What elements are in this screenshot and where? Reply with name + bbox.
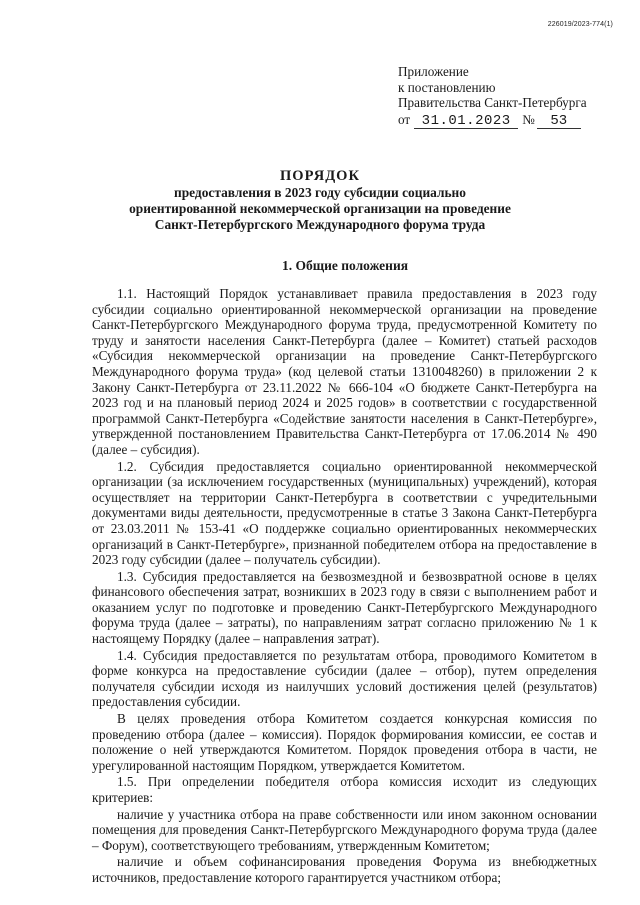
title-line-2: ориентированной некоммерческой организации на проведение bbox=[129, 201, 511, 216]
handwritten-number: 53 bbox=[537, 114, 581, 129]
registration-number: 226019/2023-774(1) bbox=[547, 21, 613, 28]
title-main: ПОРЯДОК bbox=[280, 168, 360, 184]
date-prefix: от bbox=[398, 111, 411, 127]
appendix-line-2: к постановлению bbox=[398, 79, 496, 95]
appendix-header bbox=[398, 64, 587, 129]
paragraph-1-2: 1.2. Субсидия предоставляется социально ориентированной некоммерческой организации (за исключением государственных (муниципальных) учреждений), которая осуществляет на территории Санкт-Петербурга в соответствии с учредительными документами виды деятельности, предусмотренные в статье 3 Закона Санкт-Петербурга от 23.03.2011 № 153-41 «О поддержке социально ориентированных некоммерческих организаций в Санкт-Петербурге», признанной победителем отбора на предоставление в 2023 году субсидии (далее – получатель субсидии). bbox=[92, 458, 597, 568]
paragraph-commission: В целях проведения отбора Комитетом создается конкурсная комиссия по проведению отбора (далее – комиссия). Порядок формирования комиссии, ее состав и положение о ней утверждаются Комитетом. Порядок проведения отбора в части, не урегулированной настоящим Порядком, утверждается Комитетом. bbox=[92, 711, 597, 773]
document-body bbox=[92, 286, 597, 886]
document-title bbox=[60, 168, 580, 233]
appendix-line-3: Правительства Санкт-Петербурга bbox=[398, 95, 587, 110]
number-sign: № bbox=[522, 111, 535, 127]
section-heading: 1. Общие положения bbox=[281, 258, 409, 273]
paragraph-1-1: 1.1. Настоящий Порядок устанавливает правила предоставления в 2023 году субсидии социально ориентированной некоммерческой организации на проведение Санкт-Петербургского Международного форума труда, предусмотренной Комитету по труду и занятости населения Санкт-Петербурга (далее – Комитет) статьей расходов «Субсидия некоммерческой организации на проведение Санкт-Петербургского Международного форума труда» (код целевой статьи 1310048260) в приложении 2 к Закону Санкт-Петербурга от 23.11.2022 № 666-104 «О бюджете Санкт-Петербурга на 2023 год и на плановый период 2024 и 2025 годов» в соответствии с государственной программой Санкт-Петербурга «Содействие занятости населения в Санкт-Петербурге», утвержденной постановлением Правительства Санкт-Петербурга от 17.06.2014 № 490 (далее – субсидия). bbox=[92, 286, 597, 457]
title-line-1: предоставления в 2023 году субсидии социально bbox=[174, 185, 466, 200]
paragraph-1-4: 1.4. Субсидия предоставляется по результатам отбора, проводимого Комитетом в форме конкурса на предоставление субсидии (далее – отбор), путем определения получателя субсидии исходя из наилучших условий достижения целей (результатов) предоставления субсидии. bbox=[92, 647, 597, 710]
criterion-premises: наличие у участника отбора на праве собственности или ином законном основании помещения для проведения Санкт-Петербургского Международного форума труда (далее – Форум), соответствующего требованиям, утвержденным Комитетом; bbox=[92, 806, 597, 853]
paragraph-1-3: 1.3. Субсидия предоставляется на безвозмездной и безвозвратной основе в целях финансового обеспечения затрат, возникших в 2023 году в связи с выполнением работ и оказанием услуг по подготовке и проведению Санкт-Петербургского Международного форума труда (далее – затраты), по направлениям затрат согласно приложению № 1 к настоящему Порядку (далее – направления затрат). bbox=[92, 568, 597, 647]
appendix-date-line bbox=[398, 112, 587, 129]
handwritten-date: 31.01.2023 bbox=[414, 114, 518, 129]
criterion-cofinancing: наличие и объем софинансирования проведения Форума из внебюджетных источников, предоставление которого гарантируется участником отбора; bbox=[92, 854, 597, 885]
paragraph-1-5: 1.5. При определении победителя отбора комиссия исходит из следующих критериев: bbox=[92, 774, 597, 805]
appendix-line-1: Приложение bbox=[398, 64, 469, 79]
title-line-3: Санкт-Петербургского Международного форума труда bbox=[154, 217, 486, 232]
